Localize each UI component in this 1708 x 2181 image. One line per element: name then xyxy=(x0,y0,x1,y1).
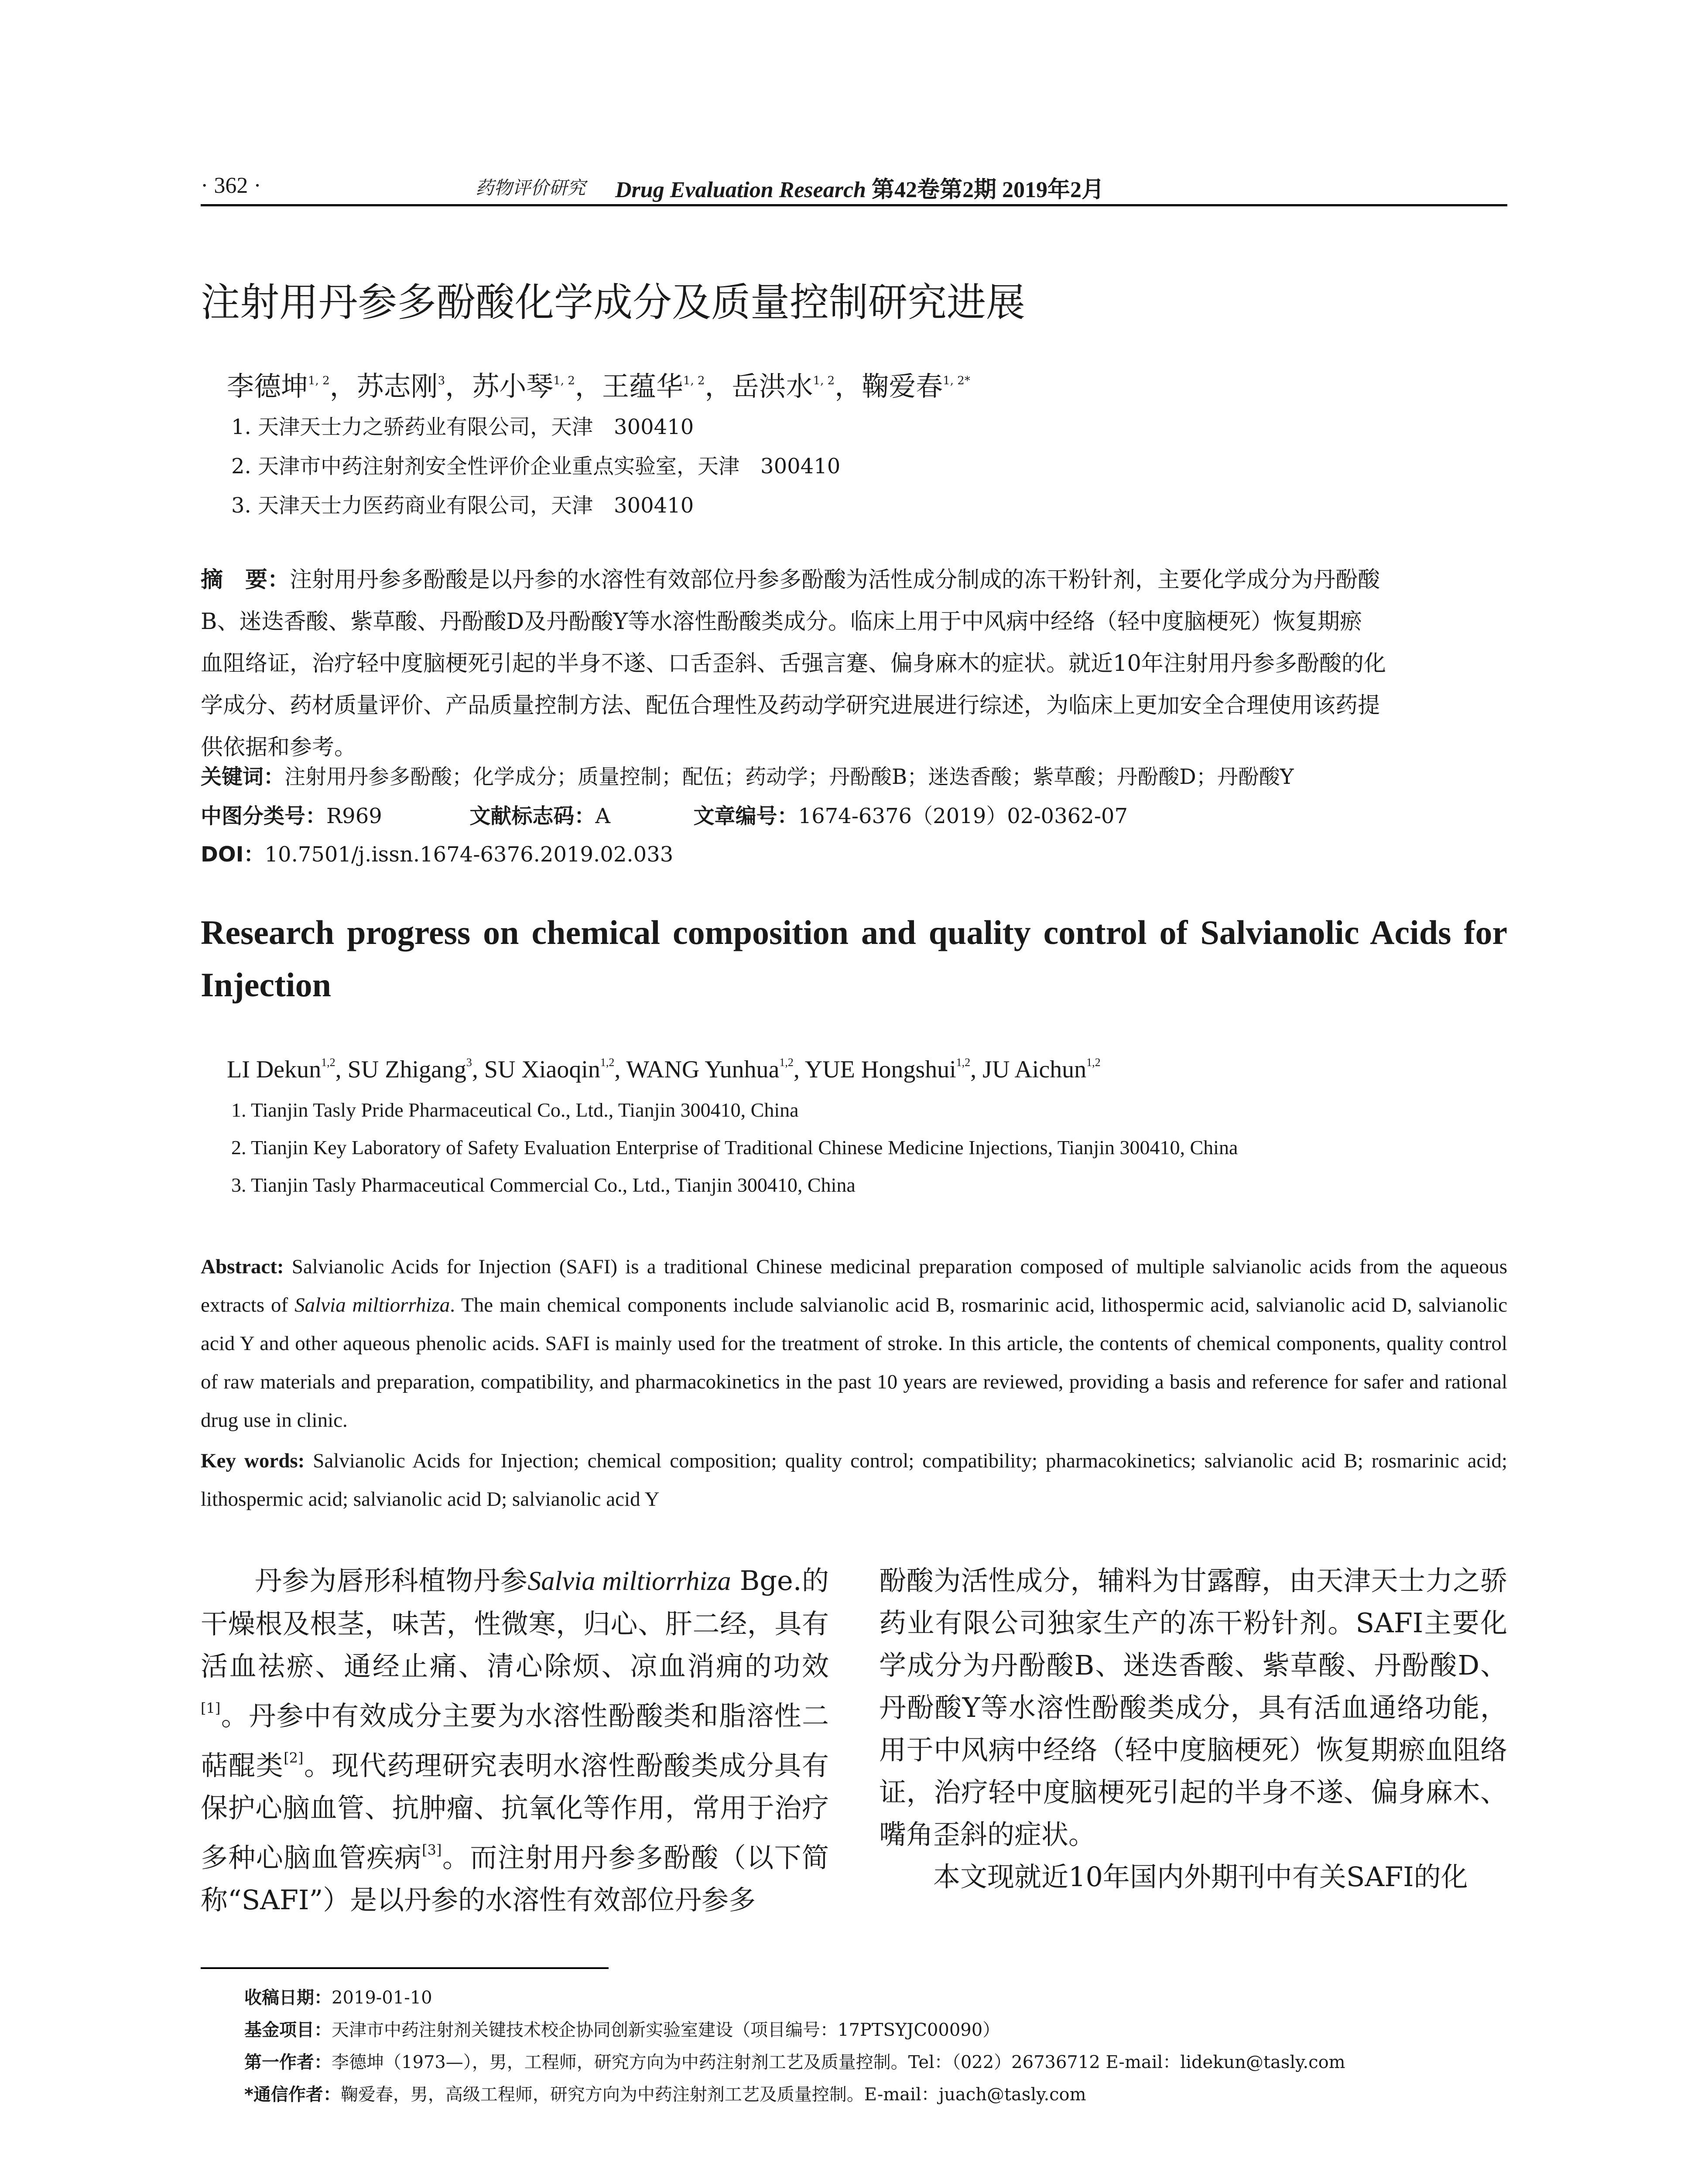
author-zh: 李德坤 xyxy=(227,370,308,402)
page-number: · 362 · xyxy=(201,173,261,198)
citation-ref: [1] xyxy=(201,1700,221,1716)
footnote-label: 基金项目： xyxy=(244,2020,332,2040)
doi-line xyxy=(201,838,673,868)
footnote-label: 收稿日期： xyxy=(244,1988,332,2008)
abstract-en-species: Salvia miltiorrhiza xyxy=(294,1294,450,1316)
footnote-first-author xyxy=(244,2048,1345,2073)
author-zh: 苏志刚 xyxy=(356,370,438,402)
author-en: SU Zhigang xyxy=(347,1056,466,1083)
abstract-en xyxy=(201,1248,1507,1439)
body-text: Bge.的干燥根及根茎，味苦，性微寒，归心、肝二经，具有活血祛瘀、通经止痛、清心除烦、凉血消痈的功效 xyxy=(201,1565,829,1682)
keywords-en-label: Key words: xyxy=(201,1449,305,1472)
abstract-zh-line: 注射用丹参多酚酸是以丹参的水溶性有效部位丹参多酚酸为活性成分制成的冻干粉针剂，主要化学成分为丹酚酸 xyxy=(290,567,1380,593)
journal-issue: 第42卷第2期 2019年2月 xyxy=(871,178,1104,202)
article-no-value: 1674-6376（2019）02-0362-07 xyxy=(798,804,1128,828)
abstract-zh-line: 学成分、药材质量评价、产品质量控制方法、配伍合理性及药动学研究进展进行综述，为临床上更加安全合理使用该药提 xyxy=(201,693,1380,718)
footnote-label: *通信作者： xyxy=(244,2085,341,2105)
footnote-text: 2019-01-10 xyxy=(332,1988,432,2008)
journal-logo: 药物评价研究 xyxy=(476,177,586,198)
journal-header xyxy=(615,171,1104,204)
author-sup: 1,2 xyxy=(956,1056,971,1069)
classification-line xyxy=(201,799,1128,829)
footnote-fund xyxy=(244,2016,1000,2041)
author-sup: 1, 2 xyxy=(813,374,835,387)
body-text: 。现代药理研究表明水溶性酚酸类成分具有保护心脑血管、抗肿瘤、抗氧化等作用，常用于治疗多种心脑血管疾病 xyxy=(201,1750,829,1873)
abstract-zh-line: 血阻络证，治疗轻中度脑梗死引起的半身不遂、口舌歪斜、舌强言蹇、偏身麻木的症状。就近10年注射用丹参多酚酸的化 xyxy=(201,651,1386,677)
abstract-zh-label: 摘 要： xyxy=(201,567,290,593)
author-sup: 3 xyxy=(438,374,445,387)
author-sup: 1,2 xyxy=(600,1056,615,1069)
author-zh: 苏小琴 xyxy=(472,370,554,402)
doi-value: 10.7501/j.issn.1674-6376.2019.02.033 xyxy=(264,842,674,867)
abstract-zh xyxy=(201,559,1507,769)
abstract-en-text: Salvianolic Acids for Injection (SAFI) is a traditional Chinese medicinal preparation composed of multiple salvianolic acids from the aqueous extracts of xyxy=(201,1255,1507,1316)
keywords-en xyxy=(201,1442,1507,1518)
clc-value: R969 xyxy=(326,804,382,828)
affiliation-zh: 2. 天津市中药注射剂安全性评价企业重点实验室，天津 300410 xyxy=(231,454,841,479)
author-en: LI Dekun xyxy=(227,1056,322,1083)
affiliation-en: 2. Tianjin Key Laboratory of Safety Evaluation Enterprise of Traditional Chinese Medicine Injections, Tianjin 300410, China xyxy=(231,1136,1238,1159)
article-no-label: 文章编号： xyxy=(693,804,798,828)
keywords-zh xyxy=(201,760,1294,790)
citation-ref: [2] xyxy=(284,1750,304,1766)
author-sup: 1, 2 xyxy=(683,374,705,387)
title-en: Research progress on chemical composition and quality control of Salvianolic Acids for Injection xyxy=(201,913,1507,1004)
author-zh: 王蕴华 xyxy=(602,370,683,402)
author-sup: 1, 2 xyxy=(308,374,330,387)
doc-code-label: 文献标志码： xyxy=(469,804,596,828)
body-text: 。丹参中有效成分主要为水溶性酚酸类和脂溶性二萜醌类 xyxy=(201,1700,829,1781)
affiliation-zh: 1. 天津天士力之骄药业有限公司，天津 300410 xyxy=(231,415,694,439)
body-text: 。而注射用丹参多酚酸（以下简称“SAFI”）是以丹参的水溶性有效部位丹参多 xyxy=(201,1842,829,1916)
abstract-en-text: . The main chemical components include salvianolic acid B, rosmarinic acid, lithospermic acid, salvianolic acid D, salvianolic acid Y and other aqueous phenolic acids. SAFI is mainly used for the treatment of stroke. In this article, the contents of chemical components, quality control of raw materials and preparation, compatibility, and pharmacokinetics in the past 10 years are reviewed, providing a basis and reference for safer and rational drug use in clinic. xyxy=(201,1294,1508,1432)
title-zh: 注射用丹参多酚酸化学成分及质量控制研究进展 xyxy=(201,280,1025,325)
body-paragraph: 酚酸为活性成分，辅料为甘露醇，由天津天士力之骄药业有限公司独家生产的冻干粉针剂。SAFI主要化学成分为丹酚酸B、迷迭香酸、紫草酸、丹酚酸D、丹酚酸Y等水溶性酚酸类成分，具有活血通络功能，用于中风病中经络（轻中度脑梗死）恢复期瘀血阻络证，治疗轻中度脑梗死引起的半身不遂、偏身麻木、嘴角歪斜的症状。 xyxy=(879,1565,1507,1850)
footnote-text: 鞠爱春，男，高级工程师，研究方向为中药注射剂工艺及质量控制。E-mail：juach@tasly.com xyxy=(340,2085,1086,2105)
author-en: YUE Hongshui xyxy=(804,1056,956,1083)
author-sup: 1, 2 xyxy=(553,374,575,387)
author-sup: 1, 2* xyxy=(943,374,970,387)
footnote-text: 李德坤（1973—），男，工程师，研究方向为中药注射剂工艺及质量控制。Tel：（022）26736712 E-mail：lidekun@tasly.com xyxy=(332,2052,1345,2072)
authors-en: LI Dekun$^{1,2}$, SU Zhigang$^3$, SU Xiaoqin$^{1,2}$, WANG Yunhua$^{1,2}$, YUE Hongshui$^{1,2}$, JU Aichun$^{1,2}$ xyxy=(227,1056,1101,1083)
author-zh: 鞠爱春 xyxy=(862,370,943,402)
body-column-right xyxy=(879,1559,1507,1898)
authors-zh: 李德坤$^{1, 2}$，苏志刚$^3$，苏小琴$^{1, 2}$，王蕴华$^{1, 2}$，岳洪水$^{1, 2}$，鞠爱春$^{1, 2*}$ xyxy=(227,370,970,402)
footnote-rule xyxy=(201,1967,609,1969)
affiliation-zh: 3. 天津天士力医药商业有限公司，天津 300410 xyxy=(231,493,694,518)
author-sup: 1,2 xyxy=(779,1056,794,1069)
footnote-received xyxy=(244,1984,432,2009)
abstract-en-label: Abstract: xyxy=(201,1255,284,1278)
author-sup: 1,2 xyxy=(1086,1056,1101,1069)
journal-name: Drug Evaluation Research xyxy=(615,178,866,202)
body-paragraph: 本文现就近10年国内外期刊中有关SAFI的化 xyxy=(933,1861,1468,1893)
author-sup: 3 xyxy=(466,1056,472,1069)
citation-ref: [3] xyxy=(422,1842,442,1858)
keywords-zh-text: 注射用丹参多酚酸；化学成分；质量控制；配伍；药动学；丹酚酸B；迷迭香酸；紫草酸；丹酚酸D；丹酚酸Y xyxy=(284,765,1294,789)
doc-code-value: A xyxy=(595,804,610,828)
abstract-zh-line: B、迷迭香酸、紫草酸、丹酚酸D及丹酚酸Y等水溶性酚酸类成分。临床上用于中风病中经络（轻中度脑梗死）恢复期瘀 xyxy=(201,609,1362,635)
clc-label: 中图分类号： xyxy=(201,804,327,828)
author-zh: 岳洪水 xyxy=(732,370,813,402)
keywords-zh-label: 关键词： xyxy=(201,765,285,789)
keywords-en-text: Salvianolic Acids for Injection; chemical composition; quality control; compatibility; pharmacokinetics; salvianolic acid B; rosmarinic acid; lithospermic acid; salvianolic acid D; salvianolic acid Y xyxy=(201,1449,1507,1511)
author-en: WANG Yunhua xyxy=(626,1056,780,1083)
author-en: SU Xiaoqin xyxy=(484,1056,600,1083)
body-column-left xyxy=(201,1559,829,1921)
affiliation-en: 3. Tianjin Tasly Pharmaceutical Commercial Co., Ltd., Tianjin 300410, China xyxy=(231,1174,856,1196)
doi-label: DOI： xyxy=(201,842,265,867)
author-en: JU Aichun xyxy=(982,1056,1087,1083)
footnote-text: 天津市中药注射剂关键技术校企协同创新实验室建设（项目编号：17PTSYJC00090） xyxy=(332,2020,1000,2040)
abstract-zh-line: 供依据和参考。 xyxy=(201,735,357,760)
body-species: Salvia miltiorrhiza xyxy=(527,1566,731,1596)
header-rule xyxy=(201,204,1507,206)
body-text: 丹参为唇形科植物丹参 xyxy=(255,1565,528,1596)
footnote-label: 第一作者： xyxy=(244,2052,332,2072)
footnote-corresponding xyxy=(244,2081,1086,2106)
author-sup: 1,2 xyxy=(321,1056,335,1069)
affiliation-en: 1. Tianjin Tasly Pride Pharmaceutical Co., Ltd., Tianjin 300410, China xyxy=(231,1099,799,1121)
